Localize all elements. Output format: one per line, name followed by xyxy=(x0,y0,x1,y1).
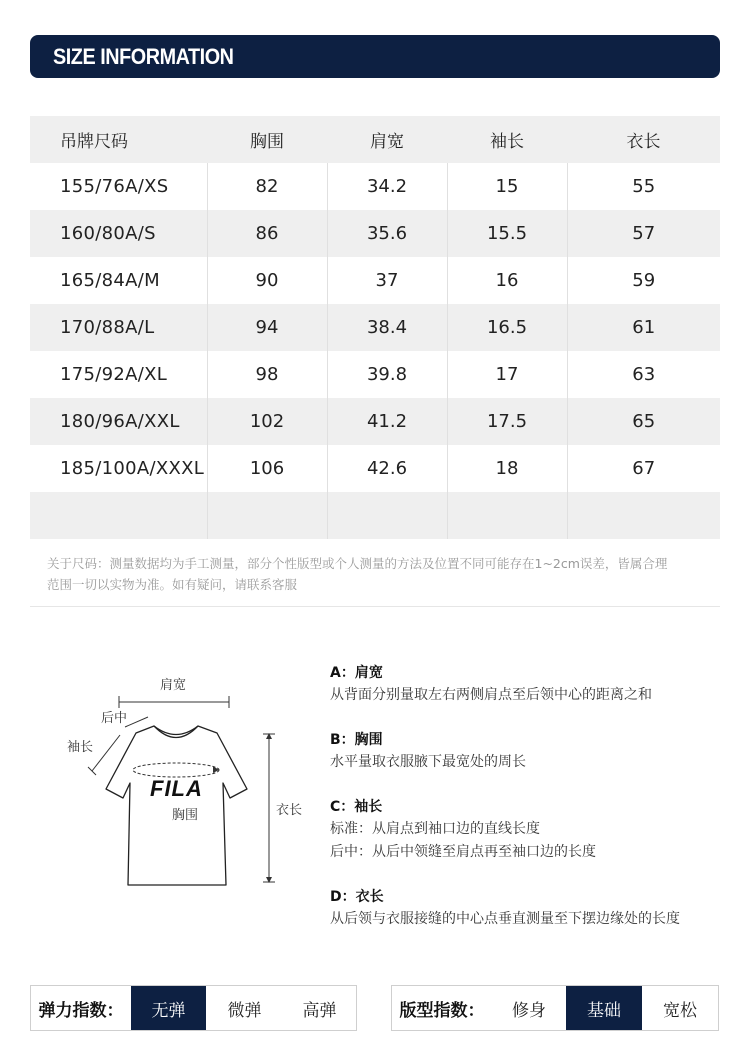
cell-size: 160/80A/S xyxy=(30,210,207,257)
fit-label: 版型指数： xyxy=(399,1000,485,1021)
definition-d xyxy=(330,886,730,931)
cell-chest: 90 xyxy=(207,257,327,304)
cell-shoulder: 41.2 xyxy=(327,398,447,445)
definition-a xyxy=(330,662,730,707)
definition-title: A：肩宽 xyxy=(330,665,383,681)
table-row xyxy=(30,445,720,492)
cell-empty xyxy=(30,492,207,539)
cell-length: 59 xyxy=(567,257,720,304)
table-row xyxy=(30,351,720,398)
cell-empty xyxy=(567,492,720,539)
fit-option-loose: 宽松 xyxy=(663,1000,697,1021)
size-info-banner xyxy=(30,35,720,78)
cell-sleeve: 15.5 xyxy=(447,210,567,257)
definition-c xyxy=(330,796,730,864)
cell-length: 67 xyxy=(567,445,720,492)
cell-size: 185/100A/XXXL xyxy=(60,458,205,479)
table-row xyxy=(30,398,720,445)
elasticity-option-none: 无弹 xyxy=(131,986,206,1030)
tshirt-diagram xyxy=(60,665,320,900)
cell-size: 155/76A/XS xyxy=(60,176,169,197)
cell-sleeve: 18 xyxy=(447,445,567,492)
cell-shoulder: 37 xyxy=(327,257,447,304)
table-row xyxy=(30,304,720,351)
cell-sleeve: 17.5 xyxy=(447,398,567,445)
cell-sleeve: 16 xyxy=(447,257,567,304)
cell-size: 165/84A/M xyxy=(60,270,160,291)
definition-text: 从后领与衣服接缝的中心点垂直测量至下摆边缘处的长度 xyxy=(330,911,680,927)
cell-sleeve: 16.5 xyxy=(447,304,567,351)
table-row xyxy=(30,210,720,257)
definition-title: C：袖长 xyxy=(330,799,383,815)
header-length: 衣长 xyxy=(567,116,720,163)
label-sleeve: 袖长 xyxy=(67,740,94,755)
cell-chest: 98 xyxy=(207,351,327,398)
elasticity-index xyxy=(30,985,357,1031)
cell-shoulder: 38.4 xyxy=(327,304,447,351)
cell-empty xyxy=(207,492,327,539)
note-line-2: 范围一切以实物为准。如有疑问，请联系客服 xyxy=(47,577,298,592)
divider xyxy=(30,606,720,607)
elasticity-option-high: 高弹 xyxy=(302,1000,337,1021)
cell-size: 170/88A/L xyxy=(30,304,207,351)
definition-b xyxy=(330,729,730,774)
header-tag-size: 吊牌尺码 xyxy=(30,116,207,163)
cell-length: 65 xyxy=(567,398,720,445)
label-back-center: 后中 xyxy=(101,711,128,726)
fit-index xyxy=(391,985,719,1031)
fit-option-slim: 修身 xyxy=(512,1000,546,1021)
cell-empty xyxy=(327,492,447,539)
cell-shoulder: 39.8 xyxy=(327,351,447,398)
fit-option-regular: 基础 xyxy=(566,986,642,1030)
table-row xyxy=(30,163,720,210)
cell-size: 180/96A/XXL xyxy=(30,398,207,445)
label-shoulder: 肩宽 xyxy=(160,678,187,693)
definition-title: B：胸围 xyxy=(330,732,383,748)
elasticity-label: 弹力指数： xyxy=(38,1000,124,1021)
measurement-note xyxy=(47,553,719,595)
cell-length: 57 xyxy=(567,210,720,257)
table-header-row xyxy=(30,116,720,163)
note-line-1: 关于尺码：测量数据均为手工测量，部分个性版型或个人测量的方法及位置不同可能存在1~2cm误差，皆属合理 xyxy=(47,556,668,571)
cell-length: 61 xyxy=(567,304,720,351)
cell-shoulder: 34.2 xyxy=(327,163,447,210)
size-table xyxy=(30,116,720,539)
cell-sleeve: 15 xyxy=(447,163,567,210)
definition-text: 后中：从后中领缝至肩点再至袖口边的长度 xyxy=(330,844,596,860)
cell-chest: 86 xyxy=(207,210,327,257)
definition-text: 水平量取衣服腋下最宽处的周长 xyxy=(330,754,526,770)
cell-length: 55 xyxy=(567,163,720,210)
header-shoulder: 肩宽 xyxy=(327,116,447,163)
elasticity-option-slight: 微弹 xyxy=(227,1000,262,1021)
cell-chest: 94 xyxy=(207,304,327,351)
label-length: 衣长 xyxy=(276,803,303,818)
header-sleeve: 袖长 xyxy=(447,116,567,163)
table-row xyxy=(30,257,720,304)
cell-chest: 106 xyxy=(207,445,327,492)
banner-title: SIZE INFORMATION xyxy=(53,44,234,69)
cell-chest: 82 xyxy=(207,163,327,210)
cell-size: 175/92A/XL xyxy=(60,364,168,385)
cell-empty xyxy=(447,492,567,539)
cell-sleeve: 17 xyxy=(447,351,567,398)
definition-text: 标准：从肩点到袖口边的直线长度 xyxy=(330,821,540,837)
definition-title: D：衣长 xyxy=(330,889,384,905)
measurement-definitions xyxy=(330,662,730,953)
header-chest: 胸围 xyxy=(207,116,327,163)
table-row-empty xyxy=(30,492,720,539)
cell-shoulder: 42.6 xyxy=(327,445,447,492)
fila-logo: FILA xyxy=(150,776,203,801)
cell-chest: 102 xyxy=(207,398,327,445)
cell-length: 63 xyxy=(567,351,720,398)
definition-text: 从背面分别量取左右两侧肩点至后领中心的距离之和 xyxy=(330,687,652,703)
label-chest: 胸围 xyxy=(172,808,199,823)
cell-shoulder: 35.6 xyxy=(327,210,447,257)
